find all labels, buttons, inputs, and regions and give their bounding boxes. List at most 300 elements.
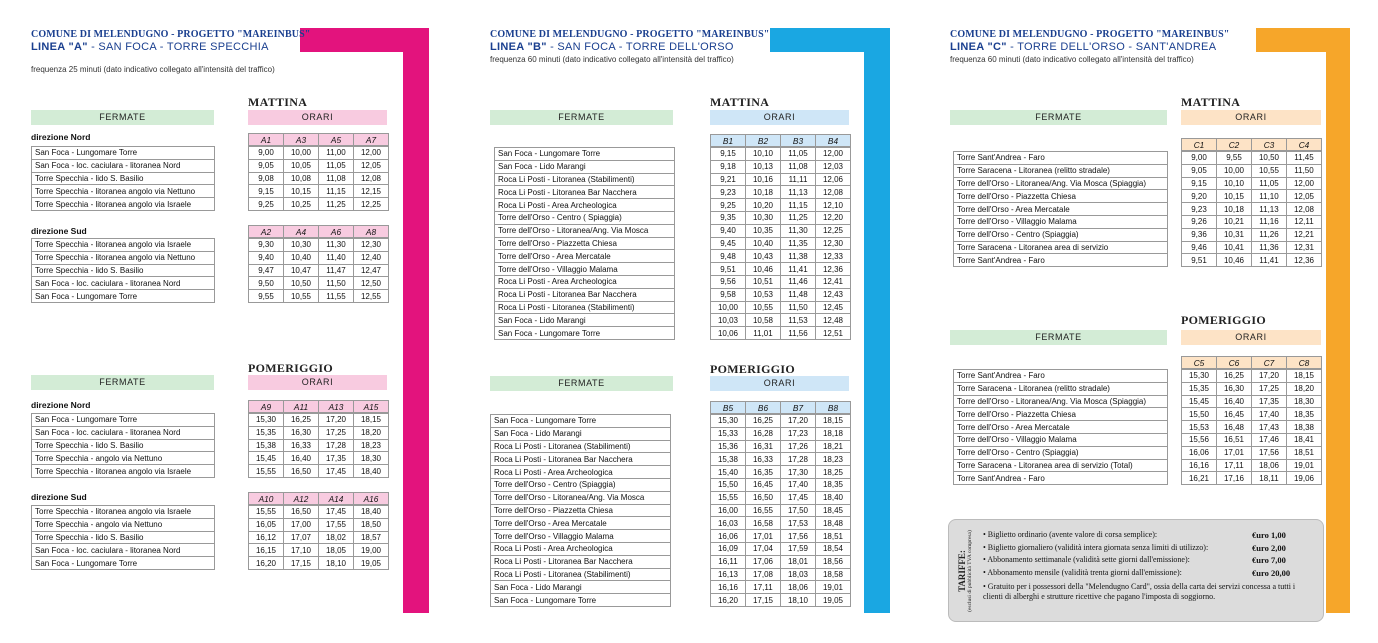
timetable-a-p-nord-times — [248, 413, 389, 478]
departure-time: 11,01 — [746, 327, 781, 340]
table-row — [711, 581, 851, 594]
departure-time: 19,06 — [1287, 472, 1322, 485]
departure-time: 18,54 — [816, 542, 851, 555]
table-row — [1182, 382, 1322, 395]
departure-time: 11,00 — [319, 147, 354, 160]
departure-time: 17,53 — [781, 517, 816, 530]
departure-time: 18,06 — [781, 581, 816, 594]
timetable-a-m-sud-header — [248, 225, 389, 238]
departure-time: 9,25 — [249, 198, 284, 211]
departure-time: 12,08 — [816, 186, 851, 199]
departure-time: 9,58 — [711, 288, 746, 301]
stop-name: Torre dell'Orso - Litoranea/Ang. Via Mosca (Spiaggia) — [954, 395, 1168, 408]
departure-time: 16,33 — [284, 439, 319, 452]
departure-time: 15,55 — [249, 506, 284, 519]
table-row — [249, 531, 389, 544]
stop-name: San Foca - Lungomare Torre — [491, 594, 671, 607]
run-code: C6 — [1217, 357, 1252, 369]
departure-time: 17,01 — [746, 530, 781, 543]
departure-time: 18,20 — [354, 426, 389, 439]
table-row — [954, 241, 1168, 254]
table-row — [495, 173, 675, 186]
table-row — [32, 518, 215, 531]
departure-time: 10,58 — [746, 314, 781, 327]
run-code: B2 — [746, 135, 781, 147]
run-code: B1 — [711, 135, 746, 147]
table-row — [711, 275, 851, 288]
departure-time: 15,53 — [1182, 421, 1217, 434]
stop-name: Torre Sant'Andrea - Faro — [954, 472, 1168, 485]
departure-time: 11,05 — [319, 159, 354, 172]
departure-time: 15,30 — [1182, 370, 1217, 383]
departure-time: 17,26 — [781, 440, 816, 453]
departure-time: 17,01 — [1217, 446, 1252, 459]
departure-time: 9,15 — [711, 148, 746, 161]
departure-time: 15,56 — [1182, 433, 1217, 446]
departure-time: 17,20 — [1252, 370, 1287, 383]
table-row — [1182, 370, 1322, 383]
table-row — [495, 211, 675, 224]
comune-title-b: COMUNE DI MELENDUGNO - PROGETTO "MAREINBUS" — [490, 29, 770, 40]
run-code: A5 — [319, 134, 354, 146]
timetable-a-p-sud-stops — [31, 505, 215, 570]
stop-name: Torre Sant'Andrea - Faro — [954, 254, 1168, 267]
departure-time: 16,35 — [746, 466, 781, 479]
table-row — [711, 314, 851, 327]
table-row — [491, 491, 671, 504]
table-row — [491, 478, 671, 491]
table-row — [1182, 395, 1322, 408]
run-code: A8 — [354, 226, 389, 238]
table-row — [1182, 472, 1322, 485]
departure-time: 16,06 — [1182, 446, 1217, 459]
departure-time: 16,05 — [249, 518, 284, 531]
timetable-a-m-nord-header — [248, 133, 389, 146]
table-row — [32, 452, 215, 465]
table-row — [491, 453, 671, 466]
tariff-price: €uro 20,00 — [1252, 567, 1291, 578]
tariffe-list — [983, 530, 1317, 602]
table-row — [249, 277, 389, 290]
timetable-c-p-stops — [953, 369, 1168, 485]
table-row — [491, 530, 671, 543]
run-code: C8 — [1287, 357, 1322, 369]
departure-time: 12,00 — [1287, 177, 1322, 190]
timetable-a-p-sud-times — [248, 505, 389, 570]
table-row — [491, 594, 671, 607]
departure-time: 15,45 — [249, 452, 284, 465]
table-row — [711, 301, 851, 314]
table-row — [711, 186, 851, 199]
departure-time: 12,25 — [354, 198, 389, 211]
tariff-row: • Biglietto giornaliero (validità intera giornata senza limiti di utilizzo): €uro 2,00 — [983, 543, 1317, 556]
stop-name: Torre Specchia - lido S. Basilio — [32, 531, 215, 544]
melendugno-card-note: • Gratuito per i possessori della "Melendugno Card", ossia della carta dei servizi concessa a tutti i clienti di alberghi e strutture ricettive che pagano l'imposta di soggiorno. — [983, 582, 1296, 601]
table-row — [954, 459, 1168, 472]
departure-time: 12,51 — [816, 327, 851, 340]
linea-title-a: LINEA "A" - SAN FOCA - TORRE SPECCHIA — [31, 41, 269, 53]
departure-time: 11,15 — [319, 185, 354, 198]
departure-time: 10,43 — [746, 250, 781, 263]
departure-time: 9,26 — [1182, 215, 1217, 228]
table-row — [1182, 446, 1322, 459]
stop-name: San Foca - Lungomare Torre — [491, 415, 671, 428]
departure-time: 10,50 — [1252, 152, 1287, 165]
departure-time: 12,40 — [354, 251, 389, 264]
stop-name: Torre dell'Orso - Area Mercatale — [495, 250, 675, 263]
departure-time: 16,16 — [1182, 459, 1217, 472]
frequency-note-c: frequenza 60 minuti (dato indicativo collegato all'intensità del traffico) — [950, 55, 1194, 64]
departure-time: 18,06 — [1252, 459, 1287, 472]
departure-time: 10,50 — [284, 277, 319, 290]
departure-time: 9,51 — [1182, 254, 1217, 267]
departure-time: 16,20 — [711, 594, 746, 607]
table-row — [495, 327, 675, 340]
table-row — [1182, 203, 1322, 216]
departure-time: 11,08 — [319, 172, 354, 185]
table-row — [495, 186, 675, 199]
departure-time: 15,35 — [1182, 382, 1217, 395]
departure-time: 15,38 — [711, 453, 746, 466]
mattina-title-c: MATTINA — [1181, 95, 1241, 109]
table-row — [495, 288, 675, 301]
departure-time: 16,25 — [284, 414, 319, 427]
departure-time: 11,10 — [1252, 190, 1287, 203]
departure-time: 18,03 — [781, 568, 816, 581]
departure-time: 10,30 — [746, 211, 781, 224]
departure-time: 10,03 — [711, 314, 746, 327]
table-row — [32, 251, 215, 264]
departure-time: 16,45 — [746, 478, 781, 491]
stop-name: Roca Li Posti - Litoranea Bar Nacchera — [491, 555, 671, 568]
stop-name: San Foca - Lido Marangi — [491, 427, 671, 440]
departure-time: 18,01 — [781, 555, 816, 568]
table-row — [711, 224, 851, 237]
departure-time: 18,23 — [354, 439, 389, 452]
departure-time: 11,41 — [781, 263, 816, 276]
table-row — [249, 544, 389, 557]
stop-name: Torre dell'Orso - Litoranea/Ang. Via Mosca (Spiaggia) — [954, 177, 1168, 190]
departure-time: 9,56 — [711, 275, 746, 288]
stop-name: Torre Specchia - angolo via Nettuno — [32, 518, 215, 531]
departure-time: 18,10 — [781, 594, 816, 607]
departure-time: 17,00 — [284, 518, 319, 531]
stop-name: Torre dell'Orso - Piazzetta Chiesa — [954, 408, 1168, 421]
run-code: A15 — [354, 401, 389, 413]
tariff-price: €uro 7,00 — [1252, 555, 1286, 565]
timetable-b-p-header — [710, 401, 851, 414]
departure-time: 11,25 — [319, 198, 354, 211]
table-row — [1182, 215, 1322, 228]
direction-nord-a-m: direzione Nord — [31, 132, 91, 142]
departure-time: 9,36 — [1182, 228, 1217, 241]
run-code: B5 — [711, 402, 746, 414]
stop-name: Torre Specchia - litoranea angolo via Israele — [32, 506, 215, 519]
table-row — [711, 517, 851, 530]
table-row — [954, 164, 1168, 177]
table-row — [495, 301, 675, 314]
departure-time: 10,06 — [711, 327, 746, 340]
departure-time: 11,56 — [781, 327, 816, 340]
departure-time: 10,55 — [1252, 164, 1287, 177]
departure-time: 17,11 — [1217, 459, 1252, 472]
orari-label-a-m: ORARI — [248, 110, 387, 125]
table-row — [711, 148, 851, 161]
departure-time: 11,05 — [781, 148, 816, 161]
departure-time: 11,38 — [781, 250, 816, 263]
departure-time: 10,40 — [746, 237, 781, 250]
table-row — [954, 421, 1168, 434]
run-code: A10 — [249, 493, 284, 505]
departure-time: 15,50 — [711, 478, 746, 491]
departure-time: 9,40 — [249, 251, 284, 264]
stop-name: Torre dell'Orso - Area Mercatale — [491, 517, 671, 530]
table-row — [491, 568, 671, 581]
departure-time: 18,48 — [816, 517, 851, 530]
departure-time: 9,25 — [711, 199, 746, 212]
departure-time: 17,20 — [319, 414, 354, 427]
departure-time: 17,25 — [319, 426, 354, 439]
departure-time: 17,25 — [1252, 382, 1287, 395]
timetable-b-m-times — [710, 147, 851, 340]
table-row — [495, 263, 675, 276]
departure-time: 10,21 — [1217, 215, 1252, 228]
stop-name: San Foca - Lungomare Torre — [32, 290, 215, 303]
departure-time: 15,33 — [711, 427, 746, 440]
mattina-title-b: MATTINA — [710, 95, 770, 109]
departure-time: 18,41 — [1287, 433, 1322, 446]
table-row — [249, 239, 389, 252]
departure-time: 18,40 — [354, 465, 389, 478]
stop-name: Roca Li Posti - Litoranea (Stabilimenti) — [495, 173, 675, 186]
stop-name: Roca Li Posti - Litoranea Bar Nacchera — [495, 186, 675, 199]
stop-name: Torre dell'Orso - Area Mercatale — [954, 421, 1168, 434]
stop-name: San Foca - Lungomare Torre — [495, 327, 675, 340]
run-code: A7 — [354, 134, 389, 146]
departure-time: 9,55 — [249, 290, 284, 303]
table-row — [32, 544, 215, 557]
run-code: C2 — [1217, 139, 1252, 151]
stop-name: Torre dell'Orso - Litoranea/Ang. Via Mosca — [495, 224, 675, 237]
departure-time: 19,05 — [354, 557, 389, 570]
table-row — [711, 453, 851, 466]
departure-time: 16,16 — [711, 581, 746, 594]
departure-time: 18,30 — [1287, 395, 1322, 408]
departure-time: 12,05 — [1287, 190, 1322, 203]
departure-time: 11,16 — [1252, 215, 1287, 228]
departure-time: 11,26 — [1252, 228, 1287, 241]
run-code: C4 — [1287, 139, 1322, 151]
table-row — [954, 228, 1168, 241]
stop-name: Torre dell'Orso - Area Mercatale — [954, 203, 1168, 216]
departure-time: 16,45 — [1217, 408, 1252, 421]
table-row — [1182, 177, 1322, 190]
departure-time: 18,35 — [1287, 408, 1322, 421]
fermate-label-c-p: FERMATE — [950, 330, 1167, 345]
departure-time: 19,01 — [1287, 459, 1322, 472]
linea-title-c: LINEA "C" - TORRE DELL'ORSO - SANT'ANDREA — [950, 41, 1217, 53]
direction-sud-a-p: direzione Sud — [31, 492, 87, 502]
departure-time: 18,56 — [816, 555, 851, 568]
table-row — [711, 211, 851, 224]
departure-time: 9,23 — [1182, 203, 1217, 216]
departure-time: 15,50 — [1182, 408, 1217, 421]
stop-name: Torre dell'Orso - Villaggio Malama — [954, 433, 1168, 446]
frequency-note-a: frequenza 25 minuti (dato indicativo collegato all'intensità del traffico) — [31, 65, 275, 74]
stop-name: San Foca - loc. caciulara - litoranea Nord — [32, 544, 215, 557]
departure-time: 18,05 — [319, 544, 354, 557]
departure-time: 11,13 — [1252, 203, 1287, 216]
timetable-a-p-nord-stops — [31, 413, 215, 478]
run-code: A12 — [284, 493, 319, 505]
table-row — [1182, 164, 1322, 177]
tariffe-title: TARIFFE: — [957, 550, 968, 592]
table-row — [249, 452, 389, 465]
departure-time: 12,36 — [816, 263, 851, 276]
tariff-price: €uro 1,00 — [1252, 530, 1286, 540]
stop-name: Torre Saracena - Litoranea (relitto stradale) — [954, 164, 1168, 177]
table-row — [954, 472, 1168, 485]
departure-time: 17,43 — [1252, 421, 1287, 434]
departure-time: 18,51 — [1287, 446, 1322, 459]
comune-title-a: COMUNE DI MELENDUGNO - PROGETTO "MAREINBUS" — [31, 29, 311, 40]
departure-time: 10,16 — [746, 173, 781, 186]
departure-time: 16,50 — [284, 465, 319, 478]
run-code: A14 — [319, 493, 354, 505]
departure-time: 17,10 — [284, 544, 319, 557]
departure-time: 10,46 — [746, 263, 781, 276]
table-row — [491, 415, 671, 428]
departure-time: 16,48 — [1217, 421, 1252, 434]
run-code: B7 — [781, 402, 816, 414]
table-row — [1182, 408, 1322, 421]
departure-time: 11,15 — [781, 199, 816, 212]
table-row — [1182, 459, 1322, 472]
departure-time: 17,04 — [746, 542, 781, 555]
departure-time: 16,21 — [1182, 472, 1217, 485]
stop-name: Torre dell'Orso - Centro (Spiaggia) — [954, 228, 1168, 241]
table-row — [32, 465, 215, 478]
stop-name: Torre Sant'Andrea - Faro — [954, 152, 1168, 165]
table-row — [32, 531, 215, 544]
table-row — [711, 327, 851, 340]
departure-time: 11,05 — [1252, 177, 1287, 190]
timetable-a-m-sud-times — [248, 238, 389, 303]
departure-time: 10,10 — [1217, 177, 1252, 190]
table-row — [32, 290, 215, 303]
table-row — [711, 530, 851, 543]
stop-name: Roca Li Posti - Area Archeologica — [495, 199, 675, 212]
departure-time: 17,40 — [781, 478, 816, 491]
departure-time: 10,41 — [1217, 241, 1252, 254]
table-row — [249, 290, 389, 303]
stop-name: Torre dell'Orso - Piazzetta Chiesa — [491, 504, 671, 517]
run-code: B4 — [816, 135, 851, 147]
departure-time: 10,40 — [284, 251, 319, 264]
table-row — [32, 506, 215, 519]
fermate-label-b-m: FERMATE — [490, 110, 673, 125]
departure-time: 15,55 — [249, 465, 284, 478]
stop-name: Torre Specchia - angolo via Nettuno — [32, 452, 215, 465]
departure-time: 10,31 — [1217, 228, 1252, 241]
stop-name: Torre Specchia - lido S. Basilio — [32, 439, 215, 452]
table-row — [491, 466, 671, 479]
table-row — [1182, 241, 1322, 254]
table-row — [249, 147, 389, 160]
orari-label-a-p: ORARI — [248, 375, 387, 390]
table-row — [711, 263, 851, 276]
table-row — [491, 504, 671, 517]
departure-time: 17,45 — [319, 465, 354, 478]
departure-time: 17,15 — [746, 594, 781, 607]
run-code: C1 — [1182, 139, 1217, 151]
table-row — [954, 254, 1168, 267]
table-row — [954, 370, 1168, 383]
table-row — [32, 185, 215, 198]
stop-name: Torre dell'Orso - Litoranea/Ang. Via Mosca — [491, 491, 671, 504]
departure-time: 16,50 — [746, 491, 781, 504]
table-row — [491, 542, 671, 555]
departure-time: 16,09 — [711, 542, 746, 555]
departure-time: 9,23 — [711, 186, 746, 199]
departure-time: 16,20 — [249, 557, 284, 570]
departure-time: 10,10 — [746, 148, 781, 161]
stop-name: Roca Li Posti - Litoranea Bar Nacchera — [491, 453, 671, 466]
departure-time: 11,55 — [319, 290, 354, 303]
table-row — [1182, 152, 1322, 165]
departure-time: 17,40 — [1252, 408, 1287, 421]
departure-time: 17,56 — [1252, 446, 1287, 459]
table-row — [491, 555, 671, 568]
departure-time: 11,48 — [781, 288, 816, 301]
table-row — [711, 555, 851, 568]
departure-time: 10,55 — [284, 290, 319, 303]
table-row — [711, 160, 851, 173]
timetable-b-p-times — [710, 414, 851, 607]
table-row — [32, 557, 215, 570]
departure-time: 10,20 — [746, 199, 781, 212]
departure-time: 12,06 — [816, 173, 851, 186]
departure-time: 9,40 — [711, 224, 746, 237]
table-row — [491, 440, 671, 453]
departure-time: 18,58 — [816, 568, 851, 581]
table-row — [954, 408, 1168, 421]
departure-time: 17,15 — [284, 557, 319, 570]
departure-time: 17,55 — [319, 518, 354, 531]
table-row — [495, 160, 675, 173]
timetable-a-m-nord-times — [248, 146, 389, 211]
run-code: A9 — [249, 401, 284, 413]
mattina-title-a: MATTINA — [248, 95, 308, 109]
departure-time: 16,25 — [746, 415, 781, 428]
table-row — [711, 594, 851, 607]
departure-time: 9,15 — [1182, 177, 1217, 190]
departure-time: 12,15 — [354, 185, 389, 198]
table-row — [249, 506, 389, 519]
table-row — [495, 237, 675, 250]
departure-time: 11,30 — [319, 239, 354, 252]
departure-time: 16,40 — [1217, 395, 1252, 408]
stop-name: Roca Li Posti - Area Archeologica — [491, 542, 671, 555]
table-row — [249, 159, 389, 172]
timetable-b-p-stops — [490, 414, 671, 607]
stop-name: San Foca - loc. caciulara - litoranea Nord — [32, 277, 215, 290]
stop-name: Roca Li Posti - Litoranea (Stabilimenti) — [495, 301, 675, 314]
departure-time: 16,25 — [1217, 370, 1252, 383]
stop-name: Torre dell'Orso - Villaggio Malama — [491, 530, 671, 543]
departure-time: 15,30 — [249, 414, 284, 427]
departure-time: 15,40 — [711, 466, 746, 479]
